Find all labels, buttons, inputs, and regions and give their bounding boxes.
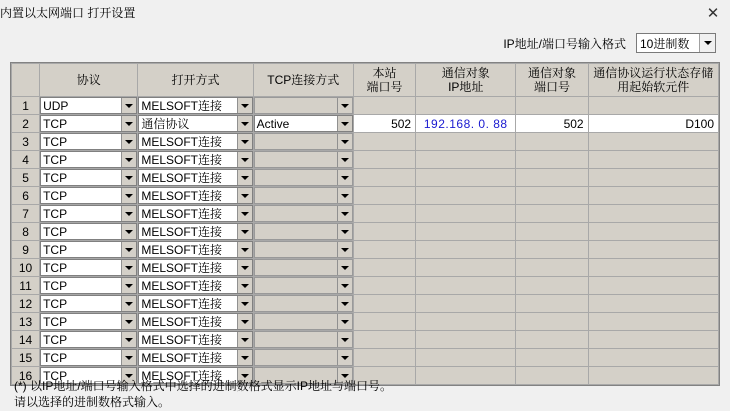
tcp-connection-select[interactable] xyxy=(254,133,353,150)
open-method-cell[interactable] xyxy=(138,349,253,367)
row-number: 4 xyxy=(12,151,40,169)
protocol-select[interactable] xyxy=(40,277,137,294)
tcp-connection-cell[interactable] xyxy=(253,97,353,115)
footnote-line-2: 请以选择的进制数格式输入。 xyxy=(14,395,171,409)
tcp-connection-cell[interactable] xyxy=(253,277,353,295)
open-method-value: MELSOFT连接 xyxy=(141,171,223,185)
target-ip-cell[interactable] xyxy=(416,349,516,367)
open-method-select[interactable] xyxy=(138,295,252,312)
tcp-connection-cell[interactable] xyxy=(253,169,353,187)
status-device-cell[interactable] xyxy=(588,331,718,349)
status-device-cell[interactable] xyxy=(588,205,718,223)
protocol-value: TCP xyxy=(43,152,68,167)
table-row xyxy=(12,169,719,187)
table-row xyxy=(12,97,719,115)
chevron-down-icon[interactable] xyxy=(237,170,252,185)
open-method-value: MELSOFT连接 xyxy=(141,315,223,329)
protocol-select[interactable] xyxy=(40,349,137,366)
header-target-ip-line2: IP地址 xyxy=(448,80,484,94)
chevron-down-icon[interactable] xyxy=(337,314,352,329)
open-method-value: MELSOFT连接 xyxy=(141,369,223,383)
row-number: 12 xyxy=(12,295,40,313)
protocol-cell[interactable] xyxy=(40,187,138,205)
tcp-connection-cell[interactable] xyxy=(253,187,353,205)
open-method-cell[interactable] xyxy=(138,331,253,349)
target-ip-cell[interactable] xyxy=(416,169,516,187)
chevron-down-icon[interactable] xyxy=(237,224,252,239)
open-method-cell[interactable] xyxy=(138,223,253,241)
target-port-cell[interactable] xyxy=(516,169,588,187)
table-header-row xyxy=(12,64,719,97)
protocol-value: TCP xyxy=(43,260,68,275)
target-port-cell[interactable] xyxy=(516,151,588,169)
open-method-cell[interactable] xyxy=(138,205,253,223)
protocol-select[interactable] xyxy=(40,133,137,150)
status-device-value: D100 xyxy=(685,116,714,131)
local-port-cell[interactable] xyxy=(353,223,415,241)
protocol-cell[interactable] xyxy=(40,349,138,367)
footnote-line-1: (*) 以IP地址/端口号输入格式中选择的进制数格式显示IP地址与端口号。 xyxy=(14,379,393,393)
row-number: 2 xyxy=(12,115,40,133)
target-ip-cell[interactable] xyxy=(416,187,516,205)
row-number: 10 xyxy=(12,259,40,277)
row-number: 15 xyxy=(12,349,40,367)
open-method-select[interactable] xyxy=(138,277,252,294)
open-method-value: MELSOFT连接 xyxy=(141,279,223,293)
chevron-down-icon[interactable] xyxy=(699,34,715,52)
tcp-connection-select[interactable] xyxy=(254,277,353,294)
protocol-cell[interactable] xyxy=(40,205,138,223)
chevron-down-icon[interactable] xyxy=(337,332,352,347)
chevron-down-icon[interactable] xyxy=(337,188,352,203)
target-ip-value: 192.168. 0. 88 xyxy=(423,116,508,131)
protocol-cell[interactable] xyxy=(40,133,138,151)
table-row xyxy=(12,349,719,367)
target-port-cell[interactable] xyxy=(516,259,588,277)
chevron-down-icon[interactable] xyxy=(337,170,352,185)
protocol-cell[interactable] xyxy=(40,295,138,313)
tcp-connection-cell[interactable] xyxy=(253,223,353,241)
row-number: 11 xyxy=(12,277,40,295)
tcp-connection-select[interactable] xyxy=(254,295,353,312)
local-port-cell[interactable] xyxy=(353,331,415,349)
header-target-ip xyxy=(416,64,516,97)
target-ip-cell[interactable] xyxy=(416,205,516,223)
protocol-value: TCP xyxy=(43,116,68,131)
tcp-connection-select[interactable] xyxy=(254,313,353,330)
open-method-cell[interactable] xyxy=(138,295,253,313)
protocol-cell[interactable] xyxy=(40,277,138,295)
protocol-value: TCP xyxy=(43,170,68,185)
table-row xyxy=(12,151,719,169)
target-ip-cell[interactable] xyxy=(416,241,516,259)
chevron-down-icon[interactable] xyxy=(121,134,136,149)
tcp-connection-select[interactable] xyxy=(254,115,353,132)
local-port-cell[interactable] xyxy=(353,187,415,205)
open-method-value: MELSOFT连接 xyxy=(141,351,223,365)
open-method-select[interactable] xyxy=(138,313,252,330)
target-ip-cell[interactable] xyxy=(416,277,516,295)
chevron-down-icon[interactable] xyxy=(337,350,352,365)
open-method-cell[interactable] xyxy=(138,115,253,133)
open-method-value: MELSOFT连接 xyxy=(141,135,223,149)
header-open-method: 打开方式 xyxy=(138,64,253,97)
row-number: 6 xyxy=(12,187,40,205)
chevron-down-icon[interactable] xyxy=(337,242,352,257)
protocol-select[interactable] xyxy=(40,313,137,330)
status-device-cell[interactable] xyxy=(588,259,718,277)
target-ip-cell[interactable] xyxy=(416,259,516,277)
tcp-connection-cell[interactable] xyxy=(253,241,353,259)
target-ip-cell[interactable] xyxy=(416,151,516,169)
table-row xyxy=(12,187,719,205)
target-ip-cell[interactable] xyxy=(416,97,516,115)
table-row xyxy=(12,313,719,331)
protocol-cell[interactable] xyxy=(40,313,138,331)
open-method-cell[interactable] xyxy=(138,97,253,115)
header-status-device-line2: 用起始软元件 xyxy=(617,80,690,94)
local-port-cell[interactable] xyxy=(353,259,415,277)
header-rownum xyxy=(12,64,40,97)
local-port-value: 502 xyxy=(391,116,412,131)
protocol-cell[interactable] xyxy=(40,169,138,187)
protocol-cell[interactable] xyxy=(40,223,138,241)
open-method-cell[interactable] xyxy=(138,241,253,259)
row-number: 16 xyxy=(12,367,40,385)
target-port-cell[interactable] xyxy=(516,277,588,295)
row-number: 7 xyxy=(12,205,40,223)
chevron-down-icon[interactable] xyxy=(337,152,352,167)
tcp-connection-value: Active xyxy=(256,116,290,131)
open-method-value: MELSOFT连接 xyxy=(141,333,223,347)
target-port-cell[interactable] xyxy=(516,187,588,205)
chevron-down-icon[interactable] xyxy=(237,116,252,131)
protocol-cell[interactable] xyxy=(40,241,138,259)
chevron-down-icon[interactable] xyxy=(237,188,252,203)
input-format-value: 10进制数 xyxy=(640,36,690,51)
protocol-select[interactable] xyxy=(40,151,137,168)
local-port-cell[interactable] xyxy=(353,169,415,187)
row-number: 14 xyxy=(12,331,40,349)
row-number: 5 xyxy=(12,169,40,187)
close-icon[interactable]: ✕ xyxy=(706,5,720,22)
open-method-select[interactable] xyxy=(138,205,252,222)
target-port-cell[interactable] xyxy=(516,133,588,151)
target-port-cell[interactable] xyxy=(516,331,588,349)
tcp-connection-cell[interactable] xyxy=(253,349,353,367)
chevron-down-icon[interactable] xyxy=(121,170,136,185)
chevron-down-icon[interactable] xyxy=(121,296,136,311)
chevron-down-icon[interactable] xyxy=(121,242,136,257)
header-local-port-line2: 端口号 xyxy=(366,80,403,94)
chevron-down-icon[interactable] xyxy=(337,134,352,149)
status-device-cell[interactable] xyxy=(588,133,718,151)
input-format-select[interactable] xyxy=(636,33,716,53)
status-device-cell[interactable] xyxy=(588,277,718,295)
header-tcp-connection: TCP连接方式 xyxy=(253,64,353,97)
chevron-down-icon[interactable] xyxy=(337,278,352,293)
chevron-down-icon[interactable] xyxy=(121,152,136,167)
chevron-down-icon[interactable] xyxy=(237,260,252,275)
chevron-down-icon[interactable] xyxy=(237,296,252,311)
row-number: 8 xyxy=(12,223,40,241)
open-method-value: MELSOFT连接 xyxy=(141,297,223,311)
tcp-connection-select[interactable] xyxy=(254,241,353,258)
local-port-cell[interactable] xyxy=(353,277,415,295)
local-port-cell[interactable] xyxy=(353,295,415,313)
protocol-select[interactable] xyxy=(40,241,137,258)
open-method-value: MELSOFT连接 xyxy=(141,261,223,275)
protocol-select[interactable] xyxy=(40,259,137,276)
header-local-port-line1: 本站 xyxy=(372,66,397,80)
footnote xyxy=(14,378,392,410)
local-port-cell[interactable] xyxy=(353,97,415,115)
target-ip-cell[interactable] xyxy=(416,313,516,331)
status-device-cell[interactable] xyxy=(588,367,718,385)
open-method-cell[interactable] xyxy=(138,133,253,151)
status-device-cell[interactable] xyxy=(588,313,718,331)
row-number: 13 xyxy=(12,313,40,331)
header-status-device-line1: 通信协议运行状态存储 xyxy=(593,66,714,80)
protocol-value: TCP xyxy=(43,296,68,311)
open-method-select[interactable] xyxy=(138,133,252,150)
protocol-select[interactable] xyxy=(40,205,137,222)
target-port-cell[interactable] xyxy=(516,349,588,367)
target-ip-cell[interactable] xyxy=(416,223,516,241)
open-method-value: MELSOFT连接 xyxy=(141,99,223,113)
status-device-cell[interactable] xyxy=(588,97,718,115)
target-port-cell[interactable] xyxy=(516,241,588,259)
header-target-ip-line1: 通信对象 xyxy=(441,66,490,80)
chevron-down-icon[interactable] xyxy=(237,332,252,347)
protocol-value: TCP xyxy=(43,278,68,293)
local-port-cell[interactable] xyxy=(353,115,415,133)
target-port-cell[interactable] xyxy=(516,313,588,331)
chevron-down-icon[interactable] xyxy=(237,206,252,221)
protocol-select[interactable] xyxy=(40,295,137,312)
open-method-select[interactable] xyxy=(138,169,252,186)
protocol-value: TCP xyxy=(43,134,68,149)
local-port-cell[interactable] xyxy=(353,241,415,259)
target-port-cell[interactable] xyxy=(516,115,588,133)
header-protocol: 协议 xyxy=(40,64,138,97)
tcp-connection-select[interactable] xyxy=(254,349,353,366)
chevron-down-icon[interactable] xyxy=(121,206,136,221)
open-method-select[interactable] xyxy=(138,259,252,276)
tcp-connection-cell[interactable] xyxy=(253,151,353,169)
input-format-label: IP地址/端口号输入格式 xyxy=(503,36,626,51)
protocol-value: TCP xyxy=(43,314,68,329)
chevron-down-icon[interactable] xyxy=(237,134,252,149)
open-method-value: MELSOFT连接 xyxy=(141,207,223,221)
open-method-value: MELSOFT连接 xyxy=(141,153,223,167)
tcp-connection-cell[interactable] xyxy=(253,115,353,133)
open-method-cell[interactable] xyxy=(138,277,253,295)
tcp-connection-select[interactable] xyxy=(254,259,353,276)
chevron-down-icon[interactable] xyxy=(121,224,136,239)
tcp-connection-select[interactable] xyxy=(254,223,353,240)
target-port-cell[interactable] xyxy=(516,295,588,313)
status-device-cell[interactable] xyxy=(588,115,718,133)
open-method-select[interactable] xyxy=(138,349,252,366)
open-method-cell[interactable] xyxy=(138,259,253,277)
open-method-select[interactable] xyxy=(138,331,252,348)
header-status-device xyxy=(588,64,718,97)
open-method-select[interactable] xyxy=(138,115,252,132)
table-row xyxy=(12,295,719,313)
open-method-select[interactable] xyxy=(138,187,252,204)
status-device-cell[interactable] xyxy=(588,223,718,241)
chevron-down-icon[interactable] xyxy=(237,278,252,293)
chevron-down-icon[interactable] xyxy=(237,152,252,167)
chevron-down-icon[interactable] xyxy=(337,224,352,239)
local-port-cell[interactable] xyxy=(353,151,415,169)
target-ip-cell[interactable] xyxy=(416,133,516,151)
chevron-down-icon[interactable] xyxy=(337,206,352,221)
chevron-down-icon[interactable] xyxy=(337,260,352,275)
table-row xyxy=(12,241,719,259)
target-ip-cell[interactable] xyxy=(416,295,516,313)
open-method-cell[interactable] xyxy=(138,187,253,205)
local-port-cell[interactable] xyxy=(353,133,415,151)
tcp-connection-select[interactable] xyxy=(254,205,353,222)
protocol-cell[interactable] xyxy=(40,97,138,115)
tcp-connection-cell[interactable] xyxy=(253,259,353,277)
target-port-cell[interactable] xyxy=(516,367,588,385)
protocol-cell[interactable] xyxy=(40,151,138,169)
header-local-port xyxy=(353,64,415,97)
target-port-value: 502 xyxy=(563,116,584,131)
protocol-select[interactable] xyxy=(40,97,137,114)
tcp-connection-select[interactable] xyxy=(254,187,353,204)
chevron-down-icon[interactable] xyxy=(121,314,136,329)
protocol-select[interactable] xyxy=(40,223,137,240)
chevron-down-icon[interactable] xyxy=(337,296,352,311)
chevron-down-icon[interactable] xyxy=(237,242,252,257)
table-row xyxy=(12,205,719,223)
row-number: 1 xyxy=(12,97,40,115)
title-bar xyxy=(0,0,730,26)
protocol-select[interactable] xyxy=(40,331,137,348)
protocol-value: TCP xyxy=(43,350,68,365)
protocol-cell[interactable] xyxy=(40,331,138,349)
protocol-value: TCP xyxy=(43,242,68,257)
protocol-value: TCP xyxy=(43,368,68,383)
chevron-down-icon[interactable] xyxy=(237,98,252,113)
status-device-cell[interactable] xyxy=(588,295,718,313)
protocol-value: TCP xyxy=(43,332,68,347)
open-method-cell[interactable] xyxy=(138,151,253,169)
status-device-cell[interactable] xyxy=(588,169,718,187)
target-ip-cell[interactable] xyxy=(416,331,516,349)
chevron-down-icon[interactable] xyxy=(121,350,136,365)
chevron-down-icon[interactable] xyxy=(121,260,136,275)
chevron-down-icon[interactable] xyxy=(121,98,136,113)
target-ip-cell[interactable] xyxy=(416,115,516,133)
protocol-value: UDP xyxy=(43,98,69,113)
chevron-down-icon[interactable] xyxy=(237,314,252,329)
open-method-select[interactable] xyxy=(138,97,252,114)
open-method-value: MELSOFT连接 xyxy=(141,225,223,239)
open-method-value: 通信协议 xyxy=(141,117,190,131)
table-row xyxy=(12,277,719,295)
window-title: 内置以太网端口 打开设置 xyxy=(0,6,136,20)
header-target-port-line1: 通信对象 xyxy=(527,66,576,80)
tcp-connection-select[interactable] xyxy=(254,151,353,168)
tcp-connection-cell[interactable] xyxy=(253,133,353,151)
protocol-cell[interactable] xyxy=(40,115,138,133)
local-port-cell[interactable] xyxy=(353,205,415,223)
table-row xyxy=(12,115,719,133)
tcp-connection-cell[interactable] xyxy=(253,313,353,331)
chevron-down-icon[interactable] xyxy=(237,350,252,365)
tcp-connection-cell[interactable] xyxy=(253,205,353,223)
table-row xyxy=(12,331,719,349)
protocol-select[interactable] xyxy=(40,187,137,204)
open-method-value: MELSOFT连接 xyxy=(141,243,223,257)
status-device-cell[interactable] xyxy=(588,349,718,367)
row-number: 9 xyxy=(12,241,40,259)
table-row xyxy=(12,223,719,241)
header-target-port-line2: 端口号 xyxy=(533,80,570,94)
input-format-row xyxy=(503,33,716,53)
chevron-down-icon[interactable] xyxy=(121,278,136,293)
status-device-cell[interactable] xyxy=(588,241,718,259)
protocol-select[interactable] xyxy=(40,169,137,186)
tcp-connection-select[interactable] xyxy=(254,169,353,186)
target-port-cell[interactable] xyxy=(516,223,588,241)
open-method-select[interactable] xyxy=(138,241,252,258)
table-row xyxy=(12,259,719,277)
chevron-down-icon[interactable] xyxy=(337,98,352,113)
open-method-select[interactable] xyxy=(138,151,252,168)
open-method-cell[interactable] xyxy=(138,313,253,331)
protocol-value: TCP xyxy=(43,188,68,203)
row-number: 3 xyxy=(12,133,40,151)
tcp-connection-select[interactable] xyxy=(254,97,353,114)
protocol-value: TCP xyxy=(43,206,68,221)
target-ip-cell[interactable] xyxy=(416,367,516,385)
target-port-cell[interactable] xyxy=(516,205,588,223)
chevron-down-icon[interactable] xyxy=(121,116,136,131)
open-method-select[interactable] xyxy=(138,223,252,240)
header-target-port xyxy=(516,64,588,97)
local-port-cell[interactable] xyxy=(353,349,415,367)
open-settings-table xyxy=(10,62,720,386)
chevron-down-icon[interactable] xyxy=(121,332,136,347)
chevron-down-icon[interactable] xyxy=(337,116,352,131)
local-port-cell[interactable] xyxy=(353,313,415,331)
status-device-cell[interactable] xyxy=(588,187,718,205)
status-device-cell[interactable] xyxy=(588,151,718,169)
tcp-connection-select[interactable] xyxy=(254,331,353,348)
chevron-down-icon[interactable] xyxy=(121,188,136,203)
protocol-select[interactable] xyxy=(40,115,137,132)
protocol-value: TCP xyxy=(43,224,68,239)
open-method-value: MELSOFT连接 xyxy=(141,189,223,203)
open-method-cell[interactable] xyxy=(138,169,253,187)
table-row xyxy=(12,133,719,151)
protocol-cell[interactable] xyxy=(40,259,138,277)
tcp-connection-cell[interactable] xyxy=(253,295,353,313)
tcp-connection-cell[interactable] xyxy=(253,331,353,349)
target-port-cell[interactable] xyxy=(516,97,588,115)
